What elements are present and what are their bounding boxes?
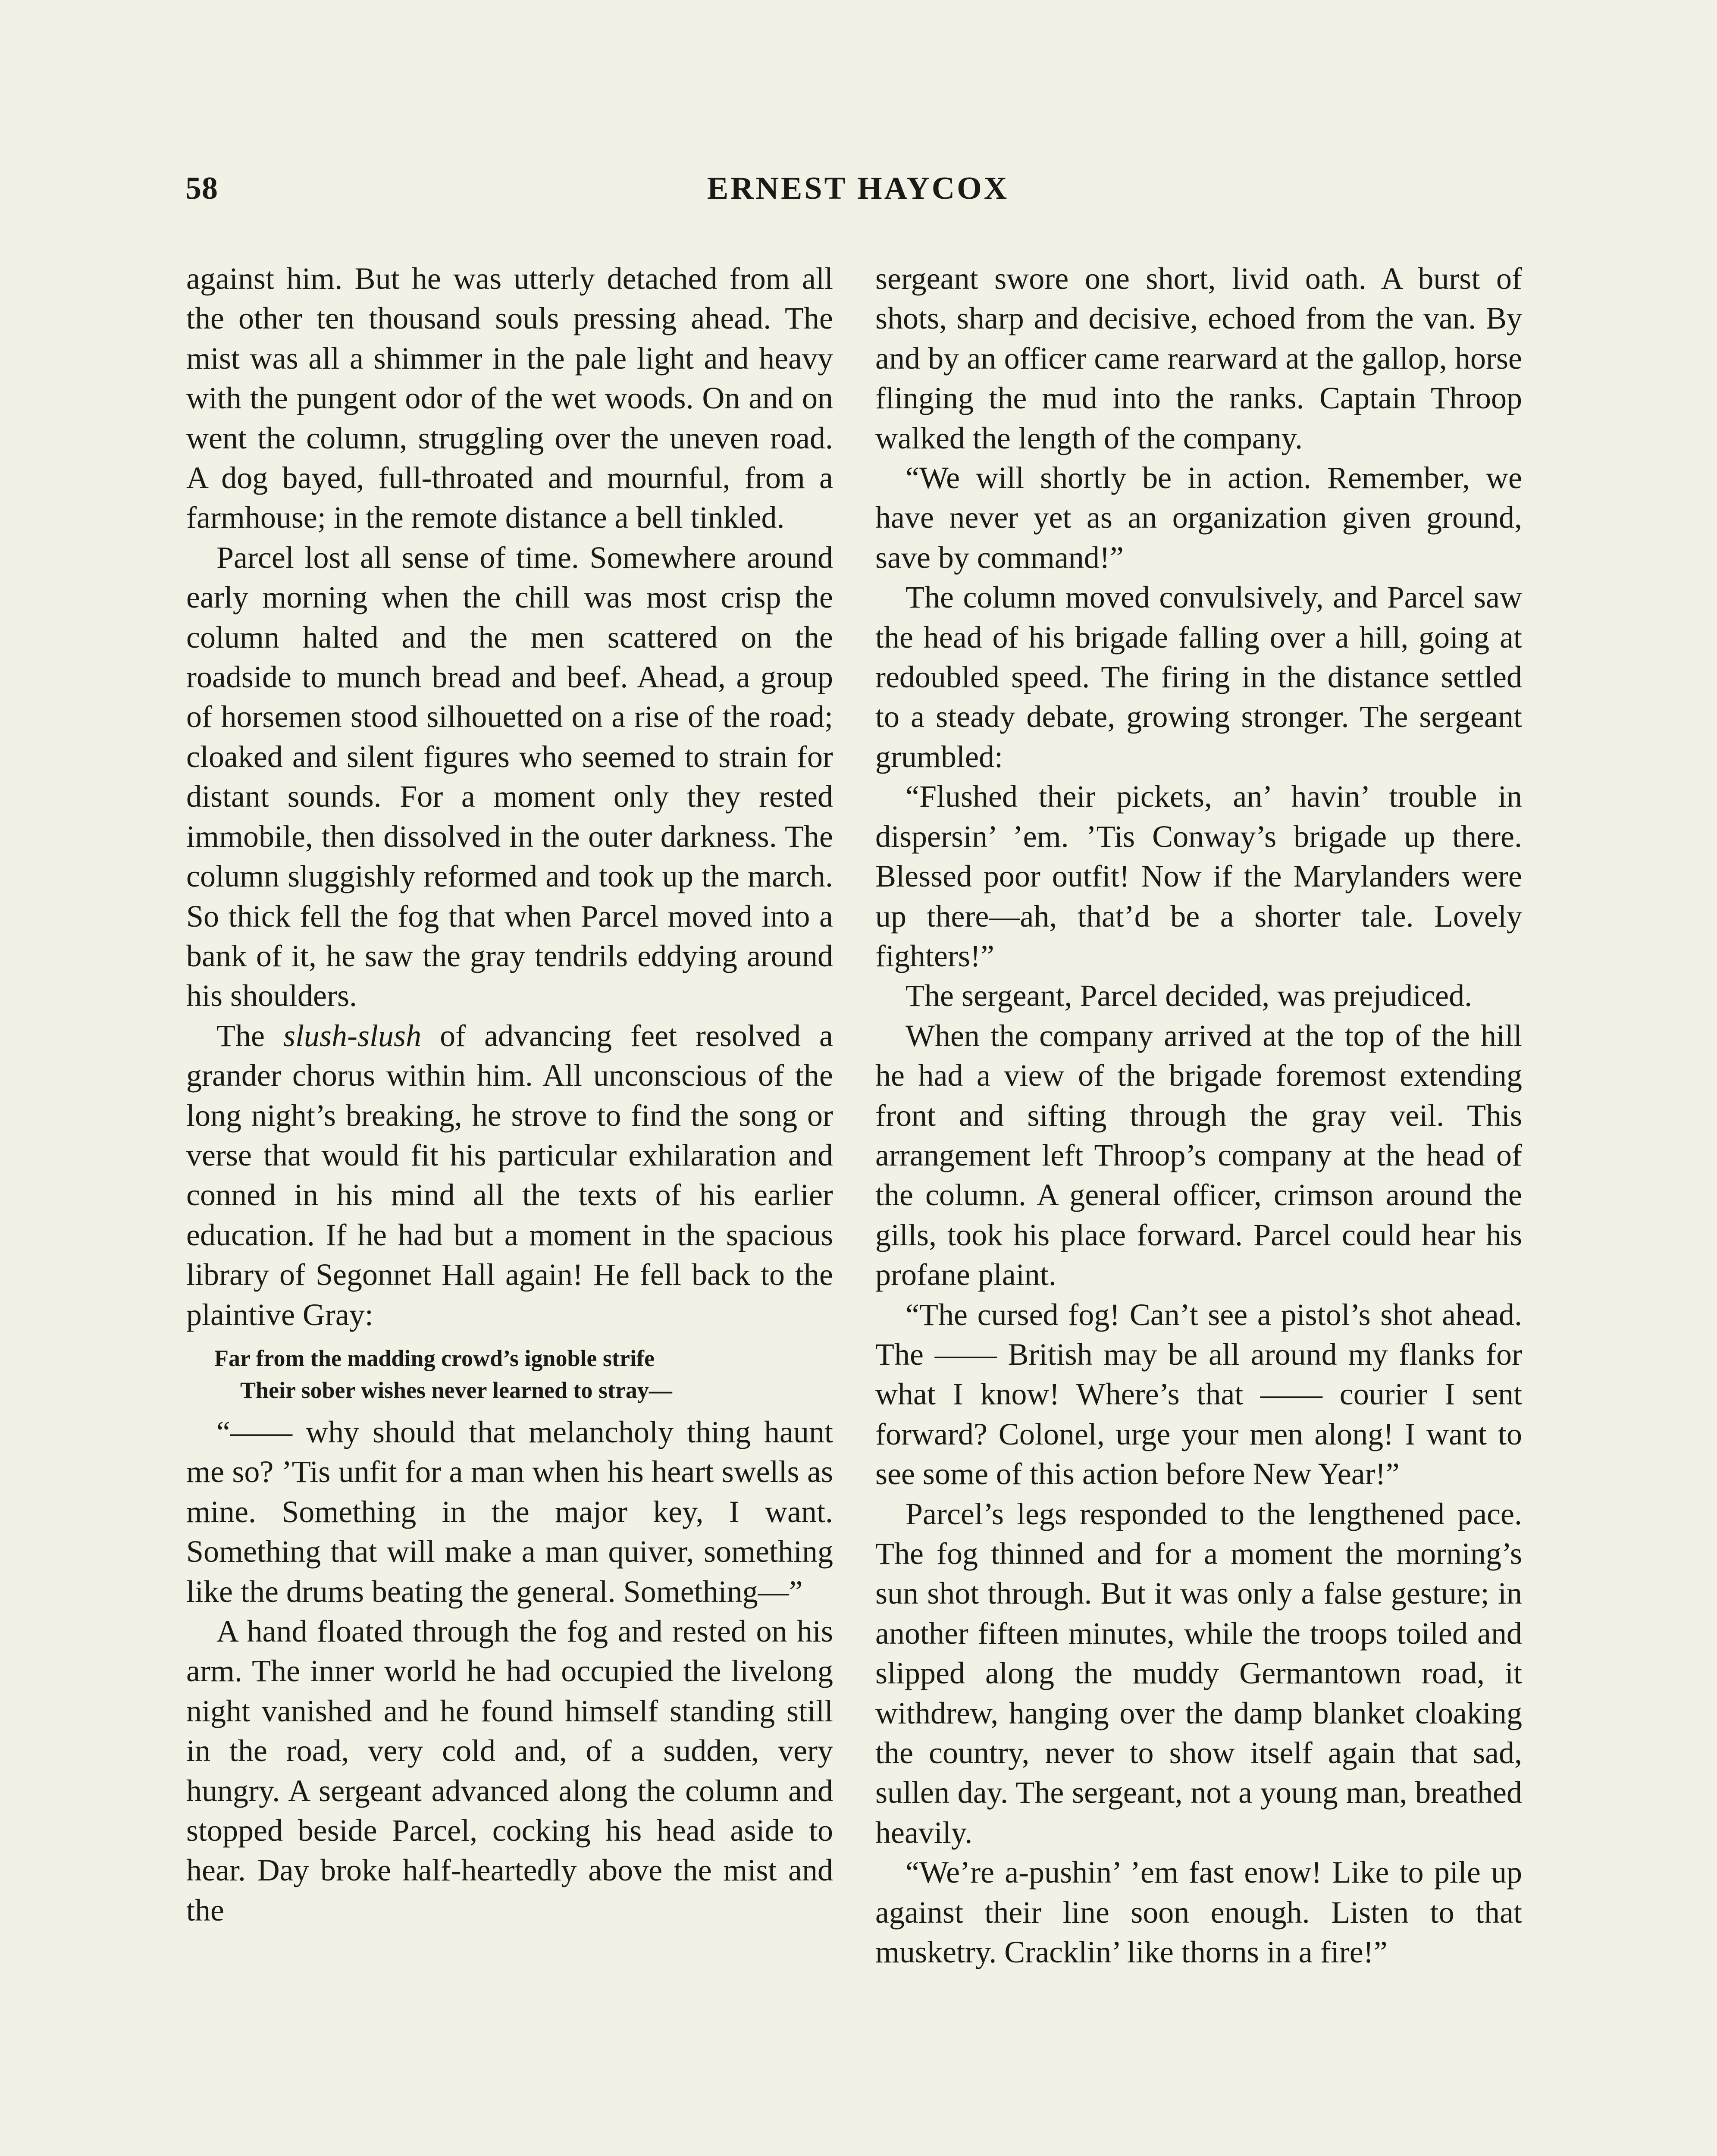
page-number: 58 bbox=[185, 171, 218, 206]
paragraph-rest: of advancing feet resolved a grander chorus within him. All unconscious of the long night’s breaking, he strove to find the song or verse that would fit his particular exhilaration and conned in his mind all the texts of his earlier education. If he had but a moment in the spacious library of Segonnet Hall again! He fell back to the plaintive Gray: bbox=[186, 1018, 833, 1332]
paragraph: The sergeant, Parcel decided, was prejudiced. bbox=[905, 978, 1473, 1013]
paragraph: Parcel’s legs responded to the lengthened pace. The fog thinned and for a moment the morning’s sun shot through. But it was only a false gesture; in another fifteen minutes, while the troops toiled and slipped along the muddy Germantown road, it withdrew, hanging over the damp blanket cloaking the country, never to show itself again that sad, sullen day. The sergeant, not a young man, breathed heavily. bbox=[875, 1496, 1522, 1850]
paragraph: “We will shortly be in action. Remember, we have never yet as an organization given ground, save by command!” bbox=[875, 461, 1522, 575]
paragraph: sergeant swore one short, livid oath. A burst of shots, sharp and decisive, echoed from the van. By and by an officer came rearward at the gallop, horse flinging the mud into the ranks. Captain Throop walked the length of the company. bbox=[875, 261, 1522, 455]
paragraph: “—— why should that melancholy thing haunt me so? ’Tis unfit for a man when his heart swells as mine. Something in the major key, I want. Something that will make a man quiver, something like the drums beating the general. Something—” bbox=[186, 1414, 833, 1609]
paragraph: against him. But he was utterly detached from all the other ten thousand souls pressing ahead. The mist was all a shimmer in the pale light and heavy with the pungent odor of the wet woods. On and on went the column, struggling over the uneven road. A dog bayed, full-throated and mournful, from a farmhouse; in the remote distance a bell tinkled. bbox=[186, 261, 833, 535]
paragraph: “We’re a-pushin’ ’em fast enow! Like to pile up against their line soon enough. Listen to that musketry. Cracklin’ like thorns in a fire!” bbox=[875, 1855, 1522, 1970]
paragraph-lead: The bbox=[216, 1018, 283, 1053]
paragraph: Parcel lost all sense of time. Somewhere around early morning when the chill was most crisp the column halted and the men scattered on the roadside to munch bread and beef. Ahead, a group of horsemen stood silhouetted on a rise of the road; cloaked and silent figures who seemed to strain for distant sounds. For a moment only they rested immobile, then dissolved in the outer darkness. The column sluggishly reformed and took up the march. So thick fell the fog that when Parcel moved into a bank of it, he saw the gray tendrils eddying around his shoulders. bbox=[186, 540, 833, 1013]
page-header bbox=[185, 170, 1531, 222]
paragraph: A hand floated through the fog and rested on his arm. The inner world he had occupied the livelong night vanished and he found himself standing still in the road, very cold and, of a sudden, very hungry. A sergeant advanced along the column and stopped beside Parcel, cocking his head aside to hear. Day broke half-heartedly above the mist and the bbox=[186, 1614, 833, 1927]
paragraph bbox=[186, 1016, 833, 1335]
right-column bbox=[875, 259, 1522, 1972]
paragraph: When the company arrived at the top of the hill he had a view of the brigade foremost extending front and sifting through the gray veil. This arrangement left Throop’s company at the head of the column. A general officer, crimson around the gills, took his place forward. Parcel could hear his profane plaint. bbox=[875, 1018, 1522, 1292]
running-head: ERNEST HAYCOX bbox=[707, 171, 1009, 206]
paragraph: “Flushed their pickets, an’ havin’ trouble in dispersin’ ’em. ’Tis Conway’s brigade up there. Blessed poor outfit! Now if the Marylanders were up there—ah, that’d be a shorter tale. Lovely fighters!” bbox=[875, 779, 1522, 973]
paragraph: “The cursed fog! Can’t see a pistol’s shot ahead. The —— British may be all around my flanks for what I know! Where’s that —— courier I sent forward? Colonel, urge your men along! I want to see some of this action before New Year!” bbox=[875, 1297, 1522, 1492]
left-column bbox=[186, 259, 833, 1930]
verse-line: Their sober wishes never learned to stray— bbox=[240, 1377, 672, 1403]
verse-quote bbox=[186, 1342, 833, 1406]
verse-line: Far from the madding crowd’s ignoble strife bbox=[214, 1345, 655, 1371]
paragraph: The column moved convulsively, and Parcel saw the head of his brigade falling over a hill, going at redoubled speed. The firing in the distance settled to a steady debate, growing stronger. The sergeant grumbled: bbox=[875, 580, 1522, 774]
italic-phrase: slush-slush bbox=[283, 1018, 422, 1053]
